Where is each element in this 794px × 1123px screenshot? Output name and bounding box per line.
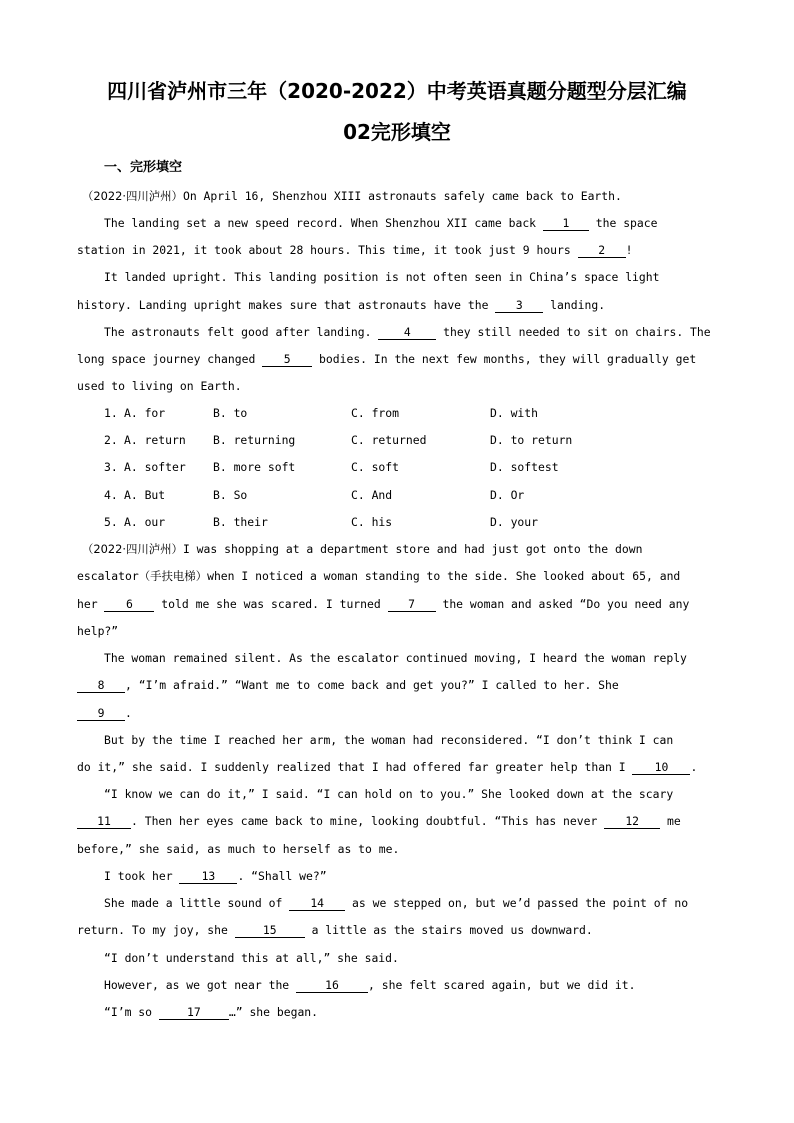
passage2-line: 8 , “I’m afraid.” “Want me to come back and get you?” I called to her. She (77, 676, 619, 694)
passage1-line: long space journey changed 5 bodies. In the next few months, they will gradually get (77, 352, 697, 366)
option-c[interactable]: C. his (351, 515, 393, 529)
document-subtitle: 02完形填空 (343, 120, 451, 144)
option-b[interactable]: B. to (213, 406, 248, 420)
blank-17[interactable]: 17 (159, 1005, 229, 1020)
blank-13[interactable]: 13 (179, 869, 237, 884)
option-b[interactable]: B. more soft (213, 460, 296, 474)
passage2-line: （2022·四川泸州）I was shopping at a department store and had just got onto the down (82, 542, 643, 556)
option-row: 2. A. return B. returning C. returned D. to return (104, 433, 573, 447)
passage2-line: help?” (77, 624, 119, 638)
passage1-line: history. Landing upright makes sure that astronauts have the 3 landing. (77, 298, 606, 312)
passage2-line: “I know we can do it,” I said. “I can hold on to you.” She looked down at the scary (104, 787, 674, 801)
blank-5[interactable]: 5 (262, 352, 312, 367)
passage1-line: It landed upright. This landing position is not often seen in China’s space light (104, 270, 660, 284)
option-row: 3. A. softer B. more soft C. soft D. softest (104, 460, 559, 474)
passage1-line: The astronauts felt good after landing. 4 they still needed to sit on chairs. The (104, 325, 711, 339)
blank-12[interactable]: 12 (604, 814, 660, 829)
passage2-line: I took her 13 . “Shall we?” (104, 869, 327, 883)
passage2-line: But by the time I reached her arm, the woman had reconsidered. “I don’t think I can (104, 733, 674, 747)
blank-1[interactable]: 1 (543, 216, 589, 231)
option-row: 4. A. But B. So C. And D. Or (104, 488, 525, 502)
passage2-line: return. To my joy, she 15 a little as the stairs moved us downward. (77, 923, 593, 937)
option-b[interactable]: B. returning (213, 433, 296, 447)
source-label: （2022·四川泸州） (82, 189, 183, 203)
option-row: 1. A. for B. to C. from D. with (104, 406, 539, 420)
passage2-line: She made a little sound of 14 as we stepped on, but we’d passed the point of no (104, 896, 689, 910)
option-row: 5. A. our B. their C. his D. your (104, 515, 539, 529)
blank-6[interactable]: 6 (104, 597, 154, 612)
blank-10[interactable]: 10 (632, 760, 690, 775)
blank-16[interactable]: 16 (296, 978, 368, 993)
passage2-line: 11 . Then her eyes came back to mine, looking doubtful. “This has never 12 me (77, 812, 681, 830)
passage1-line: station in 2021, it took about 28 hours. This time, it took just 9 hours 2 ! (77, 243, 633, 257)
blank-8[interactable]: 8 (77, 678, 125, 693)
passage2-line: 9 . (77, 704, 132, 722)
passage2-line: before,” she said, as much to herself as to me. (77, 842, 400, 856)
option-a[interactable]: A. return (124, 433, 186, 447)
blank-3[interactable]: 3 (495, 298, 543, 313)
option-c[interactable]: C. from (351, 406, 400, 420)
passage2-line: The woman remained silent. As the escalator continued moving, I heard the woman reply (104, 651, 687, 665)
option-c[interactable]: C. returned (351, 433, 427, 447)
passage2-line: her 6 told me she was scared. I turned 7 the woman and asked “Do you need any (77, 597, 690, 611)
passage2-line: “I don’t understand this at all,” she said. (104, 951, 399, 965)
blank-9[interactable]: 9 (77, 706, 125, 721)
option-c[interactable]: C. And (351, 488, 393, 502)
passage1-line: The landing set a new speed record. When Shenzhou XII came back 1 the space (104, 216, 658, 230)
option-b[interactable]: B. So (213, 488, 248, 502)
option-a[interactable]: A. our (124, 515, 166, 529)
blank-2[interactable]: 2 (578, 243, 626, 258)
option-d[interactable]: D. Or (490, 488, 525, 502)
blank-11[interactable]: 11 (77, 814, 131, 829)
document-title: 四川省泸州市三年（2020-2022）中考英语真题分题型分层汇编 (107, 79, 687, 103)
option-d[interactable]: D. softest (490, 460, 559, 474)
option-a[interactable]: A. softer (124, 460, 186, 474)
blank-4[interactable]: 4 (378, 325, 436, 340)
passage1-line: （2022·四川泸州）On April 16, Shenzhou XIII astronauts safely came back to Earth. (82, 189, 622, 203)
blank-15[interactable]: 15 (235, 923, 305, 938)
blank-7[interactable]: 7 (388, 597, 436, 612)
option-a[interactable]: A. But (124, 488, 166, 502)
source-label: （2022·四川泸州） (82, 542, 183, 556)
blank-14[interactable]: 14 (289, 896, 345, 911)
option-d[interactable]: D. your (490, 515, 539, 529)
option-c[interactable]: C. soft (351, 460, 400, 474)
option-b[interactable]: B. their (213, 515, 268, 529)
passage2-line: However, as we got near the 16 , she felt scared again, but we did it. (104, 978, 636, 992)
passage2-line: escalator（手扶电梯）when I noticed a woman standing to the side. She looked about 65, and (77, 569, 681, 583)
passage2-line: “I’m so 17 …” she began. (104, 1005, 319, 1019)
passage2-line: do it,” she said. I suddenly realized that I had offered far greater help than I 10 . (77, 760, 698, 774)
option-d[interactable]: D. with (490, 406, 539, 420)
option-d[interactable]: D. to return (490, 433, 573, 447)
passage1-line: used to living on Earth. (77, 379, 242, 393)
section-heading: 一、完形填空 (104, 160, 183, 175)
option-a[interactable]: A. for (124, 406, 166, 420)
